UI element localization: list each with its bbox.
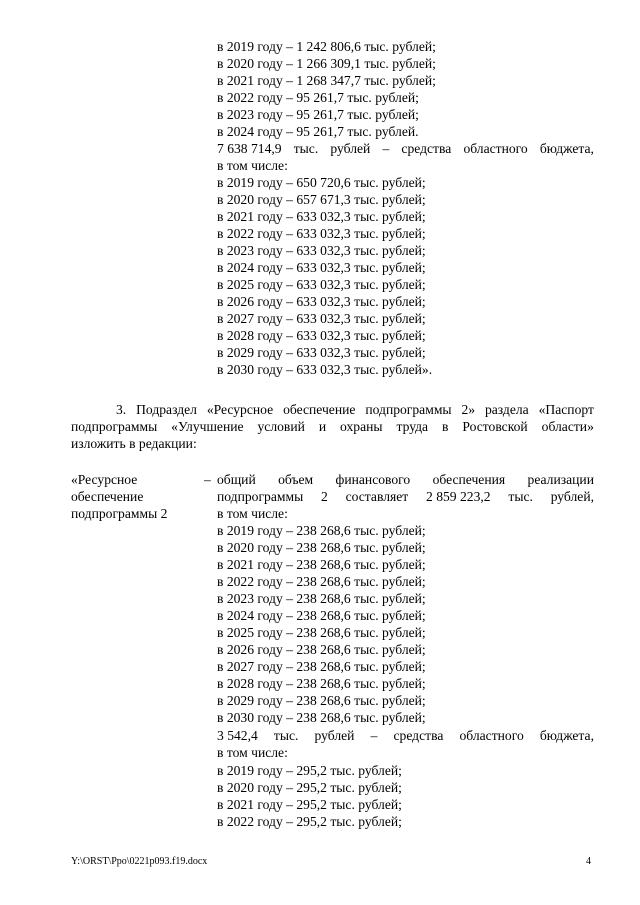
- amount-line: в 2022 году – 95 261,7 тыс. рублей;: [217, 90, 419, 105]
- amount-line: в 2019 году – 650 720,6 тыс. рублей;: [217, 175, 426, 190]
- including-label: в том числе:: [217, 158, 288, 173]
- amount-line: в 2022 году – 238 268,6 тыс. рублей;: [217, 574, 426, 589]
- page-number: 4: [586, 856, 591, 867]
- amount-line: в 2024 году – 95 261,7 тыс. рублей.: [217, 124, 419, 139]
- regional-budget-total-line: 7 638 714,9 тыс. рублей – средства областного бюджета,: [217, 141, 594, 156]
- amount-line: в 2025 году – 238 268,6 тыс. рублей;: [217, 625, 426, 640]
- amount-line: в 2021 году – 238 268,6 тыс. рублей;: [217, 557, 426, 572]
- paragraph-3-line-1: 3. Подраздел «Ресурсное обеспечение подпрограммы 2» раздела «Паспорт: [116, 402, 594, 417]
- section-label: обеспечение: [71, 489, 144, 504]
- file-path: Y:\ORST\Ppo\0221p093.f19.docx: [71, 856, 208, 867]
- amount-line: в 2030 году – 633 032,3 тыс. рублей».: [217, 362, 433, 377]
- amount-line: в 2020 году – 657 671,3 тыс. рублей;: [217, 192, 426, 207]
- amount-line: в 2019 году – 1 242 806,6 тыс. рублей;: [217, 39, 436, 54]
- amount-line: в 2023 году – 95 261,7 тыс. рублей;: [217, 107, 419, 122]
- amount-line: в 2020 году – 295,2 тыс. рублей;: [217, 780, 402, 795]
- amount-line: в 2020 году – 1 266 309,1 тыс. рублей;: [217, 56, 436, 71]
- amount-line: в 2023 году – 238 268,6 тыс. рублей;: [217, 591, 426, 606]
- section-label: «Ресурсное: [71, 472, 138, 487]
- amount-line: в 2029 году – 633 032,3 тыс. рублей;: [217, 345, 426, 360]
- regional-budget-total-line: 3 542,4 тыс. рублей – средства областного бюджета,: [217, 728, 594, 743]
- amount-line: в 2028 году – 238 268,6 тыс. рублей;: [217, 676, 426, 691]
- amount-line: в 2020 году – 238 268,6 тыс. рублей;: [217, 540, 426, 555]
- amount-line: в 2023 году – 633 032,3 тыс. рублей;: [217, 243, 426, 258]
- amount-line: в 2027 году – 238 268,6 тыс. рублей;: [217, 659, 426, 674]
- amount-line: в 2021 году – 1 268 347,7 тыс. рублей;: [217, 73, 436, 88]
- total-line-2: подпрограммы 2 составляет 2 859 223,2 тыс. рублей,: [217, 489, 594, 504]
- amount-line: в 2024 году – 633 032,3 тыс. рублей;: [217, 260, 426, 275]
- amount-line: в 2019 году – 295,2 тыс. рублей;: [217, 763, 402, 778]
- amount-line: в 2025 году – 633 032,3 тыс. рублей;: [217, 277, 426, 292]
- amount-line: в 2022 году – 295,2 тыс. рублей;: [217, 814, 402, 829]
- amount-line: в 2019 году – 238 268,6 тыс. рублей;: [217, 523, 426, 538]
- amount-line: в 2026 году – 633 032,3 тыс. рублей;: [217, 294, 426, 309]
- amount-line: в 2029 году – 238 268,6 тыс. рублей;: [217, 693, 426, 708]
- amount-line: в 2021 году – 633 032,3 тыс. рублей;: [217, 209, 426, 224]
- separator-dash: –: [204, 472, 211, 487]
- amount-line: в 2024 году – 238 268,6 тыс. рублей;: [217, 608, 426, 623]
- paragraph-3-line-3: изложить в редакции:: [71, 436, 197, 451]
- total-line-1: общий объем финансового обеспечения реализации: [217, 472, 594, 487]
- amount-line: в 2022 году – 633 032,3 тыс. рублей;: [217, 226, 426, 241]
- amount-line: в 2028 году – 633 032,3 тыс. рублей;: [217, 328, 426, 343]
- amount-line: в 2027 году – 633 032,3 тыс. рублей;: [217, 311, 426, 326]
- including-label: в том числе:: [217, 745, 288, 760]
- including-label: в том числе:: [217, 506, 288, 521]
- section-label: подпрограммы 2: [71, 506, 168, 521]
- amount-line: в 2030 году – 238 268,6 тыс. рублей;: [217, 710, 426, 725]
- amount-line: в 2026 году – 238 268,6 тыс. рублей;: [217, 642, 426, 657]
- paragraph-3-line-2: подпрограммы «Улучшение условий и охраны труда в Ростовской области»: [71, 419, 594, 434]
- amount-line: в 2021 году – 295,2 тыс. рублей;: [217, 797, 402, 812]
